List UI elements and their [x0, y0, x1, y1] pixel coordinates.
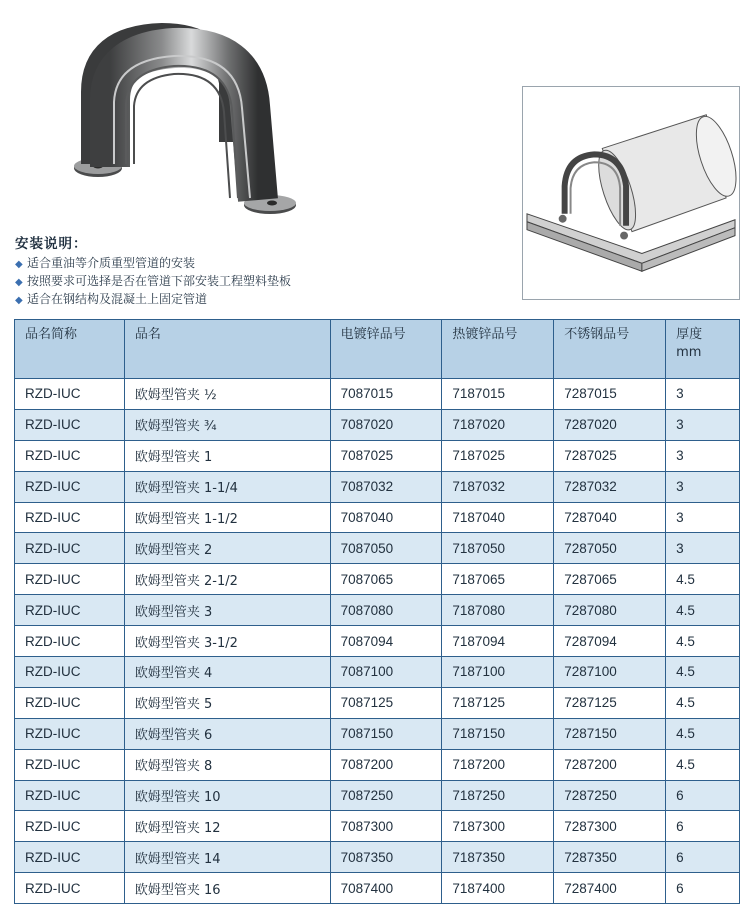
spec-table: [14, 319, 740, 904]
table-row: [15, 873, 740, 904]
col-stainless-code-cell: 7287015: [554, 379, 666, 410]
col-product-name-cell: 欧姆型管夹 6: [124, 718, 330, 749]
col-electro-galv-code-cell: 7087020: [330, 409, 442, 440]
table-row: [15, 626, 740, 657]
col-hot-galv-code-cell: 7187100: [442, 657, 554, 688]
col-stainless-code-cell: 7287094: [554, 626, 666, 657]
col-short-name-cell: RZD-IUC: [15, 409, 125, 440]
col-stainless-code-cell: 7287300: [554, 811, 666, 842]
col-short-name-header: 品名简称: [15, 320, 125, 379]
col-stainless-code-cell: 7287050: [554, 533, 666, 564]
col-hot-galv-code-cell: 7187065: [442, 564, 554, 595]
col-thickness-cell: 4.5: [666, 595, 740, 626]
col-short-name-cell: RZD-IUC: [15, 718, 125, 749]
col-hot-galv-code-cell: 7187040: [442, 502, 554, 533]
col-thickness-cell: 4.5: [666, 626, 740, 657]
col-stainless-code-cell: 7287032: [554, 471, 666, 502]
col-hot-galv-code-cell: 7187300: [442, 811, 554, 842]
col-electro-galv-code-cell: 7087300: [330, 811, 442, 842]
col-electro-galv-code-cell: 7087032: [330, 471, 442, 502]
col-product-name-cell: 欧姆型管夹 4: [124, 657, 330, 688]
col-hot-galv-code-cell: 7187080: [442, 595, 554, 626]
col-electro-galv-code-cell: 7087050: [330, 533, 442, 564]
col-thickness-cell: 3: [666, 471, 740, 502]
table-row: [15, 379, 740, 410]
col-thickness-cell: 4.5: [666, 687, 740, 718]
col-electro-galv-code-cell: 7087080: [330, 595, 442, 626]
col-thickness-cell: 3: [666, 409, 740, 440]
col-hot-galv-code-cell: 7187020: [442, 409, 554, 440]
col-product-name-cell: 欧姆型管夹 1-1/2: [124, 502, 330, 533]
col-electro-galv-code-cell: 7087200: [330, 749, 442, 780]
col-thickness-cell: 3: [666, 440, 740, 471]
col-hot-galv-code-cell: 7187200: [442, 749, 554, 780]
col-thickness-cell: 6: [666, 780, 740, 811]
col-thickness-cell: 4.5: [666, 749, 740, 780]
col-short-name-cell: RZD-IUC: [15, 379, 125, 410]
notes-title: 安装说明：: [15, 236, 88, 252]
col-stainless-code-cell: 7287065: [554, 564, 666, 595]
col-thickness-cell: 3: [666, 502, 740, 533]
table-row: [15, 595, 740, 626]
table-row: [15, 533, 740, 564]
col-stainless-code-cell: 7287400: [554, 873, 666, 904]
col-electro-galv-code-cell: 7087065: [330, 564, 442, 595]
col-product-name-header: 品名: [124, 320, 330, 379]
note-item: ◆ 适合在钢结构及混凝土上固定管道: [15, 290, 291, 308]
col-electro-galv-code-cell: 7087094: [330, 626, 442, 657]
col-stainless-code-cell: 7287200: [554, 749, 666, 780]
omega-clamp-product-image: [70, 22, 310, 217]
diamond-bullet-icon: ◆: [15, 259, 23, 270]
col-electro-galv-code-cell: 7087150: [330, 718, 442, 749]
col-short-name-cell: RZD-IUC: [15, 811, 125, 842]
col-product-name-cell: 欧姆型管夹 ¾: [124, 409, 330, 440]
col-hot-galv-code-cell: 7187250: [442, 780, 554, 811]
col-hot-galv-code-cell: 7187150: [442, 718, 554, 749]
diamond-bullet-icon: ◆: [15, 295, 23, 306]
col-product-name-cell: 欧姆型管夹 3: [124, 595, 330, 626]
col-electro-galv-code-cell: 7087025: [330, 440, 442, 471]
col-thickness-cell: 6: [666, 842, 740, 873]
col-thickness-cell: 3: [666, 533, 740, 564]
table-row: [15, 657, 740, 688]
col-thickness-cell: 4.5: [666, 564, 740, 595]
col-thickness-cell: 3: [666, 379, 740, 410]
col-electro-galv-code-cell: 7087125: [330, 687, 442, 718]
col-stainless-code-cell: 7287250: [554, 780, 666, 811]
col-electro-galv-code-cell: 7087040: [330, 502, 442, 533]
col-hot-galv-code-cell: 7187350: [442, 842, 554, 873]
col-electro-galv-code-cell: 7087100: [330, 657, 442, 688]
table-row: [15, 811, 740, 842]
table-body: [15, 379, 740, 904]
col-hot-galv-code-cell: 7187125: [442, 687, 554, 718]
col-short-name-cell: RZD-IUC: [15, 595, 125, 626]
col-electro-galv-code-header: 电镀锌品号: [330, 320, 442, 379]
col-hot-galv-code-header: 热镀锌品号: [442, 320, 554, 379]
col-thickness-header: 厚度 mm: [666, 320, 740, 379]
col-electro-galv-code-cell: 7087250: [330, 780, 442, 811]
col-thickness-cell: 6: [666, 873, 740, 904]
col-short-name-cell: RZD-IUC: [15, 564, 125, 595]
note-item: ◆ 适合重油等介质重型管道的安装: [15, 254, 291, 272]
col-stainless-code-cell: 7287100: [554, 657, 666, 688]
col-hot-galv-code-cell: 7187094: [442, 626, 554, 657]
col-stainless-code-cell: 7287025: [554, 440, 666, 471]
col-electro-galv-code-cell: 7087015: [330, 379, 442, 410]
col-product-name-cell: 欧姆型管夹 5: [124, 687, 330, 718]
col-product-name-cell: 欧姆型管夹 3-1/2: [124, 626, 330, 657]
table-row: [15, 718, 740, 749]
col-hot-galv-code-cell: 7187050: [442, 533, 554, 564]
col-product-name-cell: 欧姆型管夹 12: [124, 811, 330, 842]
col-electro-galv-code-cell: 7087350: [330, 842, 442, 873]
table-row: [15, 564, 740, 595]
col-thickness-cell: 4.5: [666, 718, 740, 749]
col-product-name-cell: 欧姆型管夹 2: [124, 533, 330, 564]
col-thickness-cell: 6: [666, 811, 740, 842]
col-short-name-cell: RZD-IUC: [15, 687, 125, 718]
col-stainless-code-header: 不锈钢品号: [554, 320, 666, 379]
installation-notes: [15, 232, 291, 308]
col-product-name-cell: 欧姆型管夹 1-1/4: [124, 471, 330, 502]
col-short-name-cell: RZD-IUC: [15, 780, 125, 811]
col-short-name-cell: RZD-IUC: [15, 502, 125, 533]
table-row: [15, 749, 740, 780]
table-row: [15, 687, 740, 718]
col-product-name-cell: 欧姆型管夹 10: [124, 780, 330, 811]
col-thickness-cell: 4.5: [666, 657, 740, 688]
col-product-name-cell: 欧姆型管夹 16: [124, 873, 330, 904]
table-row: [15, 502, 740, 533]
table-row: [15, 471, 740, 502]
col-product-name-cell: 欧姆型管夹 1: [124, 440, 330, 471]
table-header-row: [15, 320, 740, 379]
table-row: [15, 440, 740, 471]
col-short-name-cell: RZD-IUC: [15, 440, 125, 471]
col-short-name-cell: RZD-IUC: [15, 842, 125, 873]
col-hot-galv-code-cell: 7187032: [442, 471, 554, 502]
col-product-name-cell: 欧姆型管夹 14: [124, 842, 330, 873]
table-row: [15, 842, 740, 873]
col-short-name-cell: RZD-IUC: [15, 873, 125, 904]
installation-illustration: [522, 86, 740, 300]
col-stainless-code-cell: 7287020: [554, 409, 666, 440]
col-product-name-cell: 欧姆型管夹 2-1/2: [124, 564, 330, 595]
col-short-name-cell: RZD-IUC: [15, 749, 125, 780]
col-short-name-cell: RZD-IUC: [15, 657, 125, 688]
col-stainless-code-cell: 7287350: [554, 842, 666, 873]
col-hot-galv-code-cell: 7187015: [442, 379, 554, 410]
col-short-name-cell: RZD-IUC: [15, 533, 125, 564]
diamond-bullet-icon: ◆: [15, 277, 23, 288]
col-short-name-cell: RZD-IUC: [15, 626, 125, 657]
note-item: ◆ 按照要求可选择是否在管道下部安装工程塑料垫板: [15, 272, 291, 290]
col-product-name-cell: 欧姆型管夹 ½: [124, 379, 330, 410]
col-hot-galv-code-cell: 7187400: [442, 873, 554, 904]
table-row: [15, 780, 740, 811]
col-stainless-code-cell: 7287125: [554, 687, 666, 718]
table-row: [15, 409, 740, 440]
col-short-name-cell: RZD-IUC: [15, 471, 125, 502]
col-stainless-code-cell: 7287080: [554, 595, 666, 626]
col-stainless-code-cell: 7287040: [554, 502, 666, 533]
col-product-name-cell: 欧姆型管夹 8: [124, 749, 330, 780]
col-hot-galv-code-cell: 7187025: [442, 440, 554, 471]
col-electro-galv-code-cell: 7087400: [330, 873, 442, 904]
col-stainless-code-cell: 7287150: [554, 718, 666, 749]
